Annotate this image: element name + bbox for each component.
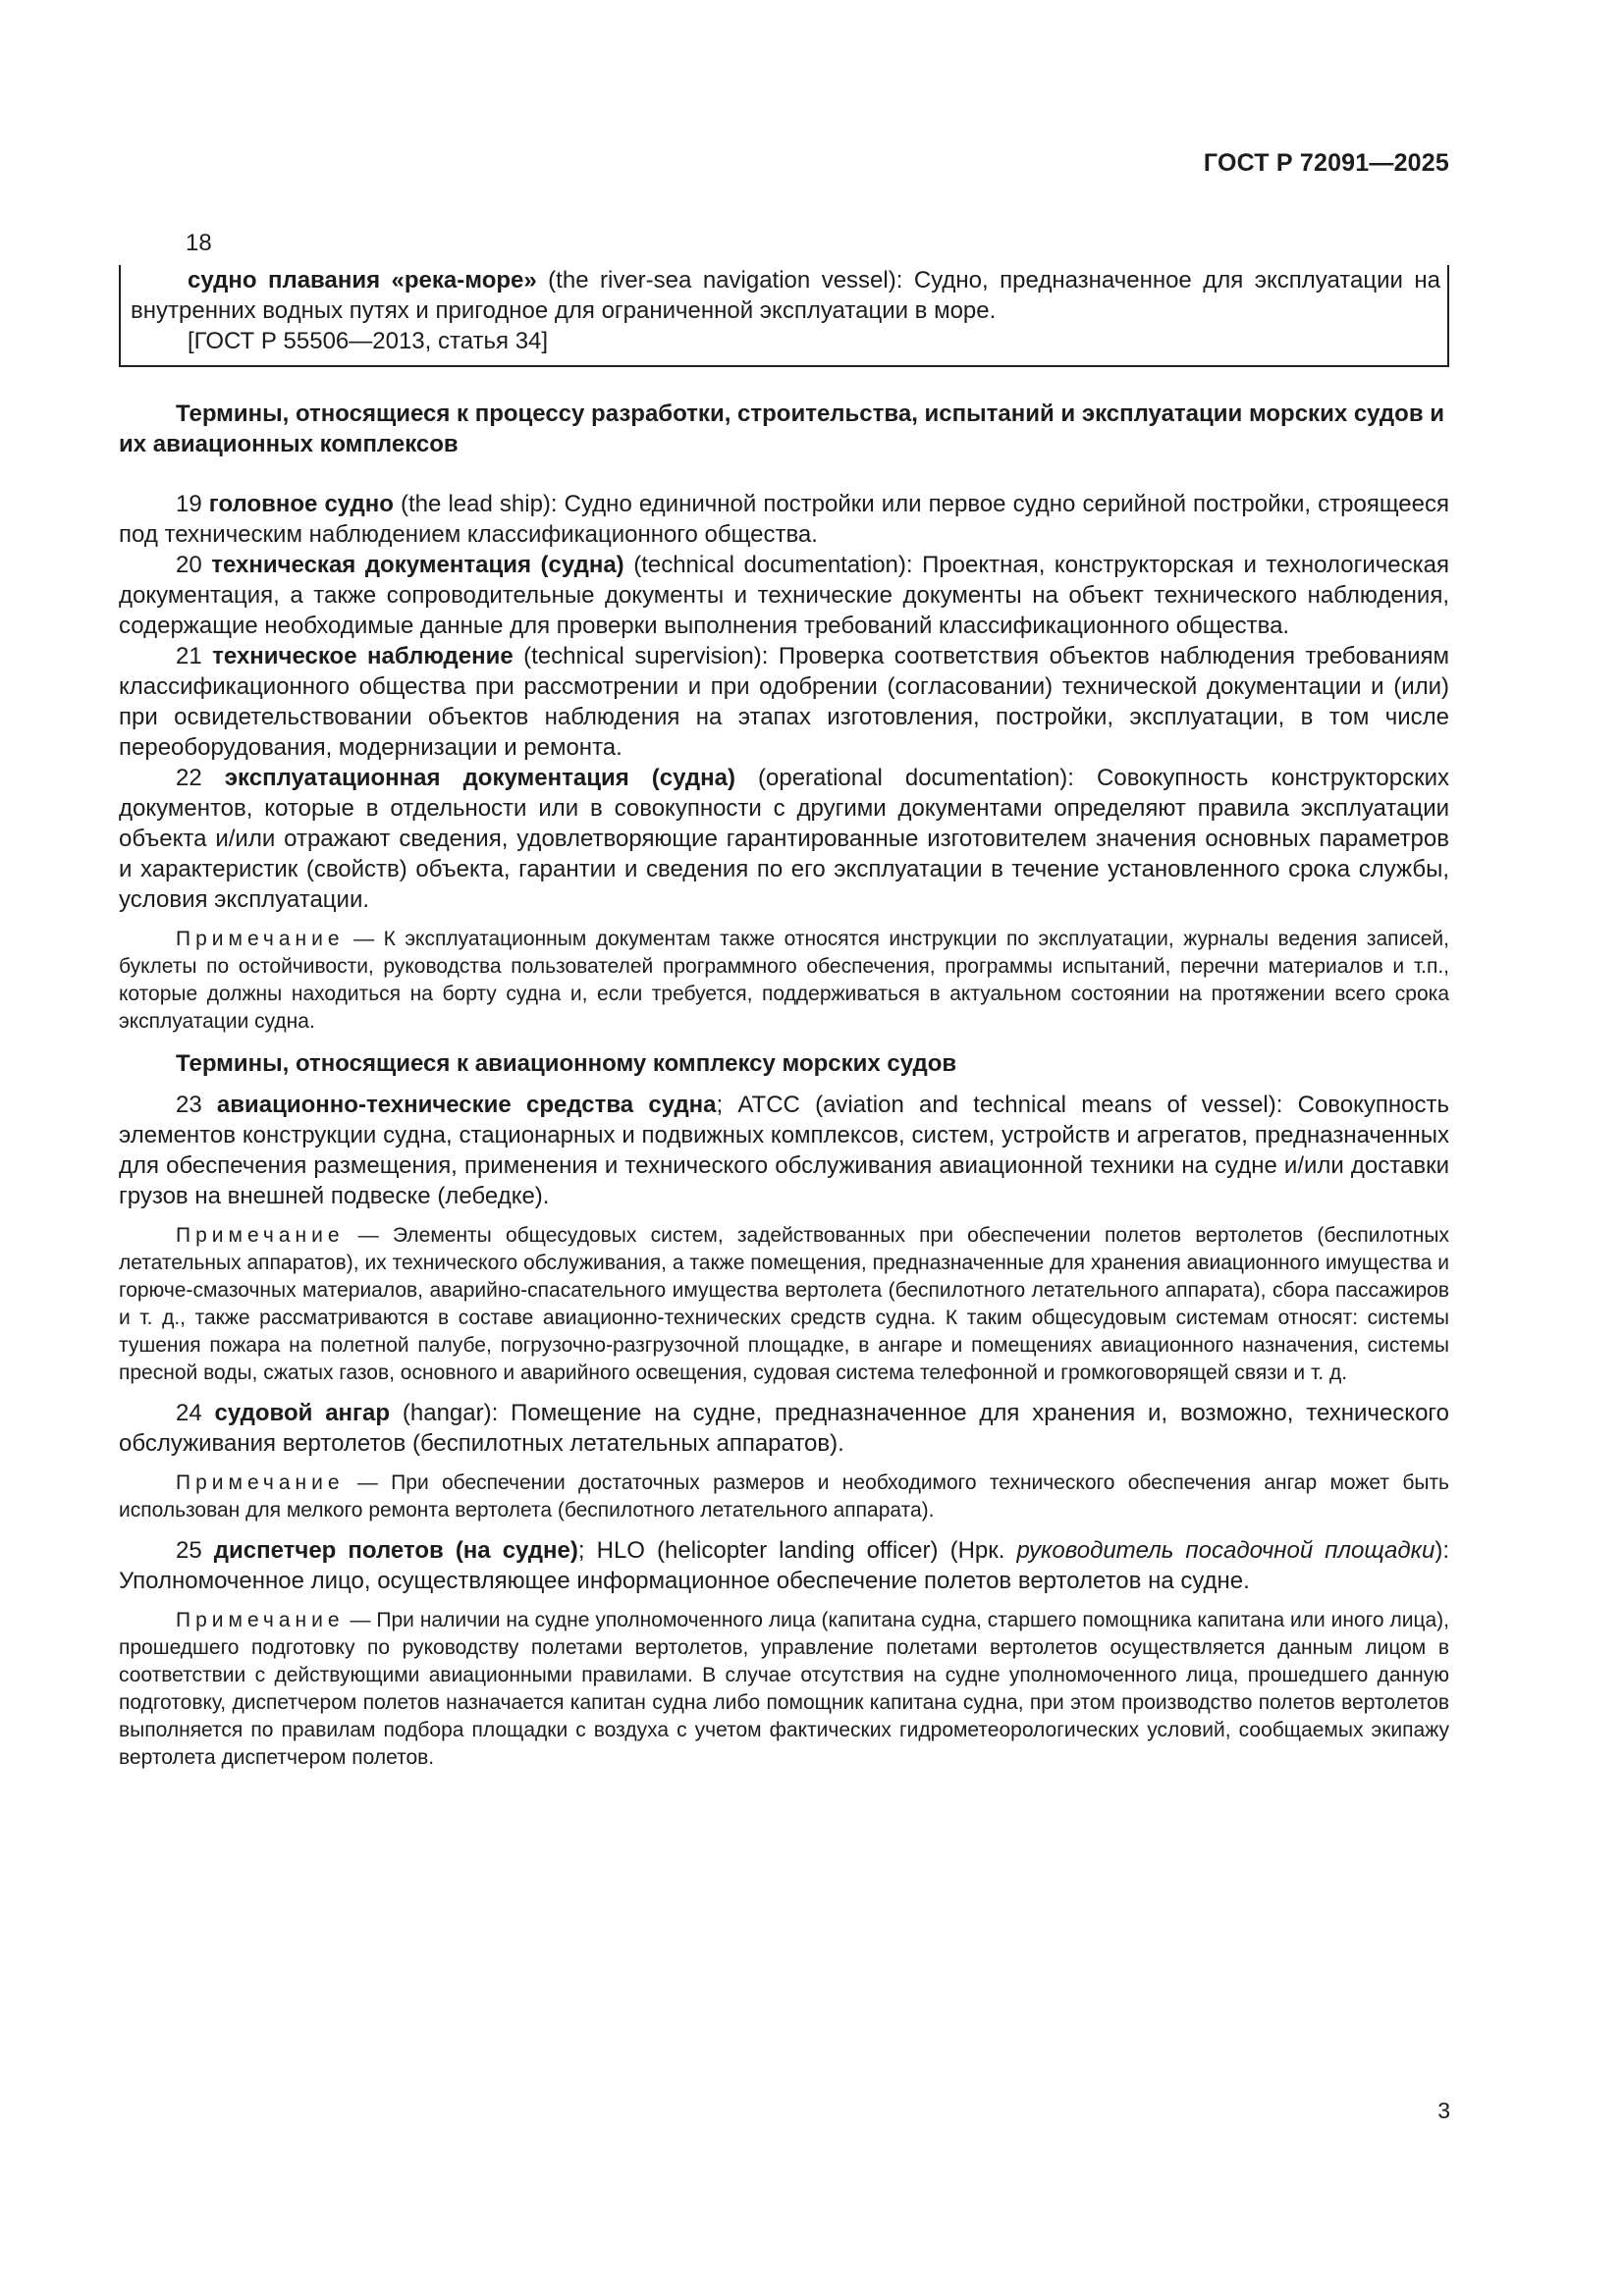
term-19-number: 19 xyxy=(176,491,209,517)
term-18-definition xyxy=(131,265,1440,326)
term-18-english: (the river-sea navigation vessel): xyxy=(536,267,903,294)
note-label: Примечание xyxy=(176,1471,345,1494)
document-id: ГОСТ Р 72091—2025 xyxy=(1203,149,1449,177)
term-25-note-text: — При наличии на судне уполномоченного лица (капитана судна, старшего помощника капитана или иного лица), прошедшего подготовку по руководству полетами вертолетов, управление полетами вертолетов осуществляется данным лицом в соответствии с действующими авиационными правилами. В случае отсутствия на судне уполномоченного лица, прошедшего данную подготовку, диспетчером полетов назначается капитан судна либо помощник капитана судна, при этом производство полетов вертолетов выполняется по правилам подбора площадки с воздуха с учетом фактических гидрометеорологических условий, сообщаемых экипажу вертолета диспетчером полетов. xyxy=(119,1609,1449,1769)
term-21-term: техническое наблюдение xyxy=(212,643,514,669)
term-23-definition: ; АТСС (aviation and technical means of vessel): Совокупность элементов конструкции судна, стационарных и подвижных комплексов, систем, устройств и агрегатов, предназначенных для обеспечения размещения, применения и технического обслуживания авиационной техники на судне и/или доставки грузов на внешней подвеске (лебедке). xyxy=(119,1092,1449,1209)
term-25-definition: ; HLO (helicopter landing officer) (Нрк. xyxy=(577,1537,1017,1564)
term-25 xyxy=(119,1535,1449,1596)
term-24 xyxy=(119,1398,1449,1459)
term-19-term: головное судно xyxy=(208,491,394,517)
term-24-definition: (hangar): Помещение на судне, предназначенное для хранения и, возможно, технического обслуживания вертолетов (беспилотных летательных аппаратов). xyxy=(119,1400,1449,1457)
term-25-note xyxy=(119,1607,1449,1772)
note-label: Примечание xyxy=(176,1224,345,1247)
term-20-definition: (technical documentation): Проектная, конструкторская и технологическая документация, а также сопроводительные документы и технические документы на объект технического наблюдения, содержащие необходимые данные для проверки выполнения требований классификационного общества. xyxy=(119,552,1450,639)
term-22-definition: (operational documentation): Совокупность конструкторских документов, которые в отдельности или в совокупности с другими документами определяют правила эксплуатации объекта и/или отражают сведения, удовлетворяющие гарантированные изготовителем значения основных параметров и характеристик (свойств) объекта, гарантии и сведения по его эксплуатации в течение установленного срока службы, условия эксплуатации. xyxy=(119,765,1449,913)
term-23-note-text: — Элементы общесудовых систем, задействованных при обеспечении полетов вертолетов (беспилотных летательных аппаратов), их технического обслуживания, а также помещения, предназначенные для хранения авиационного имущества и горюче-смазочных материалов, аварийно-спасательного имущества вертолета (беспилотного летательного аппарата), сбора пассажиров и т. д., также рассматриваются в составе авиационно-технических средств судна. К таким общесудовым системам относят: системы тушения пожара на полетной палубе, погрузочно-разгрузочной площадке, в ангаре и помещениях авиационного назначения, системы пресной воды, сжатых газов, основного и аварийного освещения, судовая система телефонной и громкоговорящей связи и т. д. xyxy=(119,1224,1449,1384)
term-24-number: 24 xyxy=(176,1400,215,1426)
term-21 xyxy=(119,641,1449,763)
term-23-number: 23 xyxy=(176,1092,217,1118)
term-23 xyxy=(119,1090,1449,1211)
note-label: Примечание xyxy=(176,928,345,950)
note-label: Примечание xyxy=(176,1609,345,1631)
term-18-term: судно плавания «река-море» xyxy=(188,267,537,294)
term-18-reference: [ГОСТ Р 55506—2013, статья 34] xyxy=(188,328,549,354)
term-19-definition: (the lead ship): Судно единичной постройки или первое судно серийной постройки, строящееся под техническим наблюдением классификационного общества. xyxy=(119,491,1449,548)
term-22-number: 22 xyxy=(176,765,225,791)
term-24-term: судовой ангар xyxy=(214,1400,391,1426)
term-25-number: 25 xyxy=(176,1537,214,1564)
term-24-note-text: — При обеспечении достаточных размеров и необходимого технического обеспечения ангар может быть использован для мелкого ремонта вертолета (беспилотного летательного аппарата). xyxy=(119,1471,1449,1522)
term-22 xyxy=(119,763,1449,915)
term-25-definition-end: ): Уполномоченное лицо, осуществляющее информационное обеспечение полетов вертолетов на судне. xyxy=(119,1537,1450,1594)
page-content xyxy=(119,228,1449,1772)
term-24-note xyxy=(119,1469,1449,1524)
term-22-note-text: — К эксплуатационным документам также относятся инструкции по эксплуатации, журналы ведения записей, буклеты по остойчивости, руководства пользователей программного обеспечения, программы испытаний, перечни материалов и т.п., которые должны находиться на борту судна и, если требуется, поддерживаться в актуальном состоянии на протяжении всего срока эксплуатации судна. xyxy=(119,928,1449,1033)
page-number: 3 xyxy=(1437,2098,1450,2123)
term-21-number: 21 xyxy=(176,643,213,669)
term-20-number: 20 xyxy=(176,552,212,578)
term-20-term: техническая документация (судна) xyxy=(211,552,624,578)
term-23-term: авиационно-технические средства судна xyxy=(216,1092,717,1118)
term-19 xyxy=(119,489,1449,550)
terms-block-1 xyxy=(119,489,1449,915)
term-18-text: Судно, предназначенное для эксплуатации на внутренних водных путях и пригодное для ограниченной эксплуатации в море. xyxy=(131,267,1440,324)
section-heading-aviation: Термины, относящиеся к авиационному комплексу морских судов xyxy=(176,1050,957,1077)
term-22-note xyxy=(119,926,1449,1036)
term-21-definition: (technical supervision): Проверка соответствия объектов наблюдения требованиям классификационного общества при рассмотрении и при одобрении (согласовании) технической документации и (или) при освидетельствовании объектов наблюдения на этапах изготовления, постройки, эксплуатации, в том числе переоборудования, модернизации и ремонта. xyxy=(119,643,1449,761)
term-23-note xyxy=(119,1222,1449,1387)
term-18-number: 18 xyxy=(186,230,212,256)
term-25-nonrecommended-term: руководитель посадочной площадки xyxy=(1016,1537,1435,1564)
section-heading-development: Термины, относящиеся к процессу разработки, строительства, испытаний и эксплуатации морских судов и их авиационных комплексов xyxy=(119,400,1445,457)
term-20 xyxy=(119,550,1449,641)
term-18-box xyxy=(119,265,1449,367)
term-22-term: эксплуатационная документация (судна) xyxy=(224,765,735,791)
term-25-term: диспетчер полетов (на судне) xyxy=(213,1537,578,1564)
